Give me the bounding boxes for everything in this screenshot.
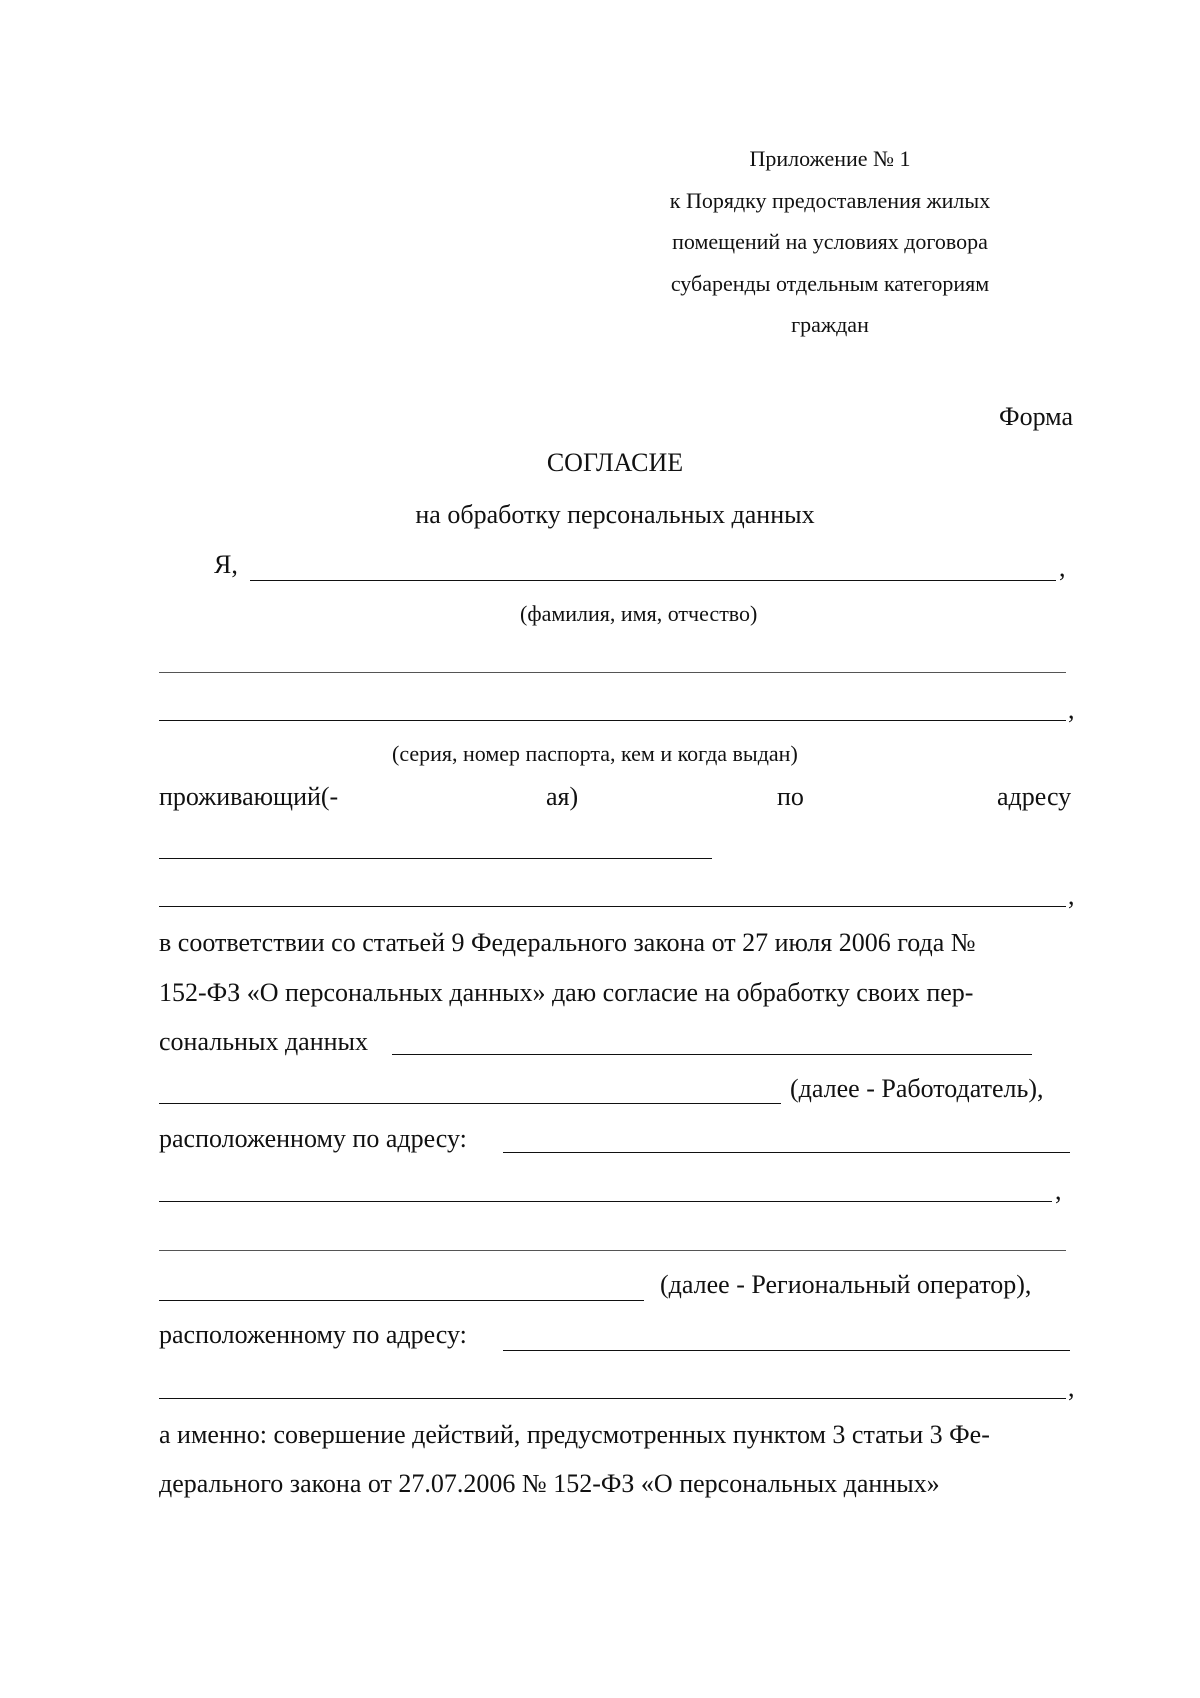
form-label: Форма (999, 402, 1073, 431)
regop-address-fill-line-2[interactable] (159, 1398, 1066, 1399)
comma: , (1068, 695, 1075, 724)
appendix-line: граждан (791, 312, 869, 337)
comma: , (1068, 881, 1075, 910)
hint-fio: (фамилия, имя, отчество) (520, 601, 758, 626)
personal-data-fill-line[interactable] (392, 1054, 1032, 1055)
regop-suffix: (далее - Региональный оператор), (660, 1270, 1032, 1299)
residing-word-3: по (777, 782, 804, 811)
employer-suffix: (далее - Работодатель), (790, 1074, 1044, 1103)
appendix-line: Приложение № 1 (749, 146, 911, 171)
appendix-line: к Порядку предоставления жилых (669, 187, 991, 213)
para1-line3: сональных данных (159, 1027, 369, 1056)
comma: , (1059, 553, 1066, 582)
passport-fill-line-2[interactable] (159, 720, 1066, 721)
regop-located-label: расположенному по адресу: (159, 1320, 467, 1349)
appendix-line: помещений на условиях договора (672, 229, 988, 254)
appendix-line: субаренды отдельным категориям (670, 270, 990, 296)
employer-address-fill-line-1[interactable] (503, 1152, 1070, 1153)
comma: , (1055, 1176, 1062, 1205)
para1-line1: в соответствии со статьей 9 Федерального закона от 27 июля 2006 года № (159, 928, 976, 957)
residing-word-1: проживающий(- (159, 782, 339, 811)
para2-line2: дерального закона от 27.07.2006 № 152-ФЗ «О персональных данных» (159, 1469, 940, 1498)
regop-address-fill-line-1[interactable] (503, 1350, 1070, 1351)
ya-prefix: Я, (214, 550, 238, 579)
residing-word-4: адресу (997, 782, 1072, 811)
document-title: СОГЛАСИЕ (546, 448, 684, 477)
passport-fill-line-1[interactable] (159, 672, 1066, 673)
employer-fill-line[interactable] (159, 1103, 781, 1104)
employer-address-fill-line-2[interactable] (159, 1201, 1052, 1202)
employer-located-label: расположенному по адресу: (159, 1124, 467, 1153)
residing-word-2: ая) (546, 782, 579, 811)
address-fill-line-1[interactable] (159, 858, 712, 859)
comma: , (1068, 1373, 1075, 1402)
address-fill-line-2[interactable] (159, 906, 1066, 907)
document-subtitle: на обработку персональных данных (415, 500, 815, 529)
hint-passport: (серия, номер паспорта, кем и когда выдан) (392, 741, 798, 766)
para2-line1: а именно: совершение действий, предусмотренных пунктом 3 статьи 3 Фе- (159, 1420, 990, 1449)
regop-fill-line[interactable] (159, 1300, 644, 1301)
appendix-block (600, 138, 1060, 346)
para1-line2: 152-ФЗ «О персональных данных» даю согласие на обработку своих пер- (159, 978, 974, 1007)
fio-fill-line[interactable] (250, 580, 1056, 581)
extra-fill-line[interactable] (159, 1250, 1066, 1251)
